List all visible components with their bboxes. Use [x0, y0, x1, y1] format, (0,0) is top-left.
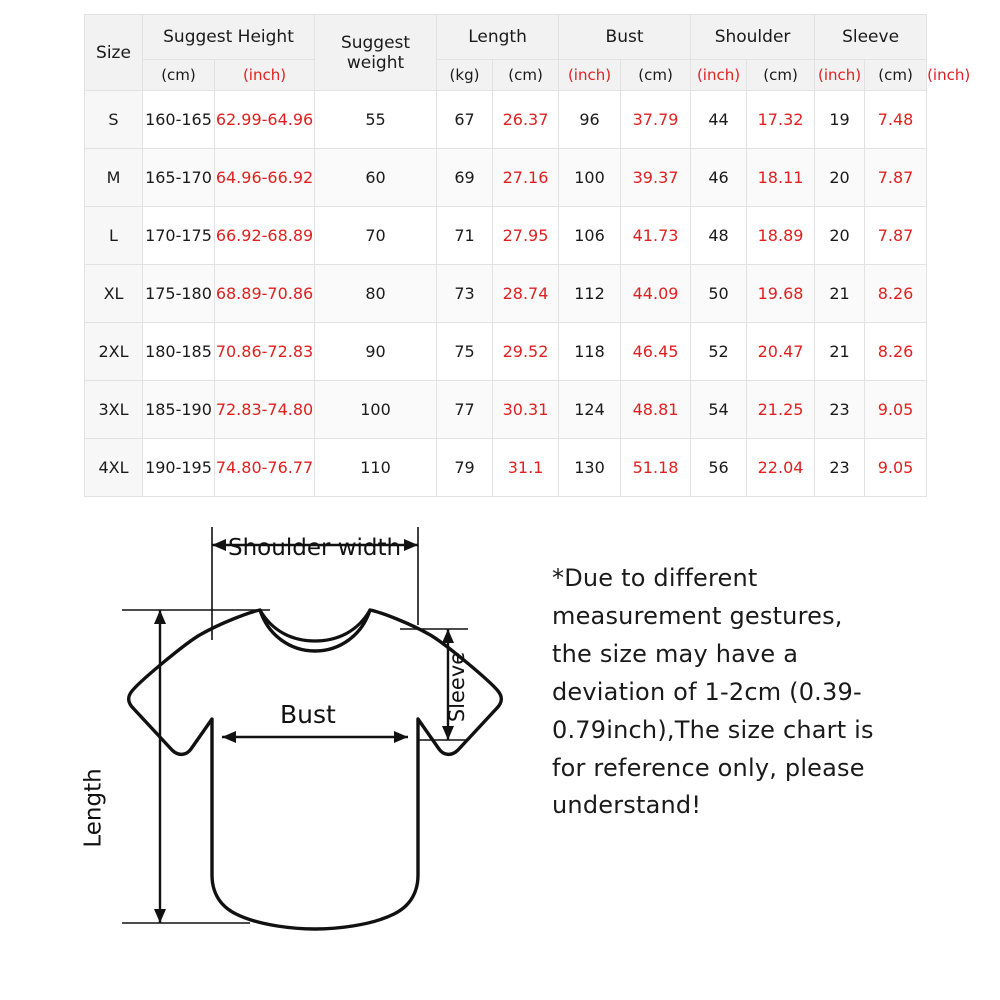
cell-bust-inch: 46.45 — [621, 323, 691, 381]
column-header-shoulder: Shoulder — [691, 15, 815, 60]
cell-sleeve-cm: 19 — [815, 91, 865, 149]
cell-length-inch: 29.52 — [493, 323, 559, 381]
cell-shoulder-inch: 20.47 — [747, 323, 815, 381]
cell-length-inch: 28.74 — [493, 265, 559, 323]
unit-height-cm: (cm) — [143, 60, 215, 91]
cell-shoulder-inch: 18.11 — [747, 149, 815, 207]
table-unit-row: (cm) (inch) (kg) (cm) (inch) (cm) (inch) (cm) (inch) (cm) (inch) — [85, 60, 927, 91]
cell-sleeve-cm: 21 — [815, 323, 865, 381]
column-header-length: Length — [437, 15, 559, 60]
sleeve-arrow-top — [442, 629, 454, 643]
table-row — [85, 207, 927, 265]
cell-sleeve-cm: 23 — [815, 439, 865, 497]
table-row — [85, 265, 927, 323]
unit-shoulder-inch: (inch) — [815, 60, 865, 91]
cell-weight-kg: 80 — [315, 265, 437, 323]
cell-length-inch: 30.31 — [493, 381, 559, 439]
cell-height-cm: 165-170 — [143, 149, 215, 207]
cell-length-inch: 26.37 — [493, 91, 559, 149]
cell-sleeve-cm: 21 — [815, 265, 865, 323]
unit-sleeve-cm: (cm) — [865, 60, 927, 91]
cell-shoulder-cm: 52 — [691, 323, 747, 381]
cell-weight-kg: 110 — [315, 439, 437, 497]
table-row — [85, 323, 927, 381]
cell-length-cm: 75 — [437, 323, 493, 381]
cell-bust-inch: 51.18 — [621, 439, 691, 497]
cell-size: 2XL — [85, 323, 143, 381]
cell-height-inch: 70.86-72.83 — [215, 323, 315, 381]
cell-shoulder-cm: 54 — [691, 381, 747, 439]
cell-bust-cm: 112 — [559, 265, 621, 323]
cell-shoulder-cm: 56 — [691, 439, 747, 497]
cell-length-cm: 79 — [437, 439, 493, 497]
cell-length-cm: 77 — [437, 381, 493, 439]
cell-bust-cm: 100 — [559, 149, 621, 207]
cell-shoulder-cm: 44 — [691, 91, 747, 149]
column-header-size: Size — [85, 15, 143, 91]
cell-size: 3XL — [85, 381, 143, 439]
column-header-suggest-weight: Suggest weight — [315, 15, 437, 91]
measurement-disclaimer — [552, 560, 882, 825]
cell-shoulder-inch: 18.89 — [747, 207, 815, 265]
unit-length-inch: (inch) — [559, 60, 621, 91]
cell-sleeve-inch: 7.48 — [865, 91, 927, 149]
cell-sleeve-inch: 9.05 — [865, 439, 927, 497]
cell-weight-kg: 100 — [315, 381, 437, 439]
cell-sleeve-cm: 20 — [815, 207, 865, 265]
cell-length-cm: 69 — [437, 149, 493, 207]
cell-bust-inch: 44.09 — [621, 265, 691, 323]
shoulder-arrow-left — [212, 539, 226, 551]
cell-weight-kg: 70 — [315, 207, 437, 265]
cell-bust-cm: 106 — [559, 207, 621, 265]
unit-length-cm: (cm) — [493, 60, 559, 91]
cell-size: S — [85, 91, 143, 149]
cell-shoulder-cm: 48 — [691, 207, 747, 265]
cell-length-inch: 27.95 — [493, 207, 559, 265]
cell-height-cm: 160-165 — [143, 91, 215, 149]
table-header-row — [85, 15, 927, 60]
unit-shoulder-cm: (cm) — [747, 60, 815, 91]
cell-height-cm: 175-180 — [143, 265, 215, 323]
cell-sleeve-inch: 7.87 — [865, 149, 927, 207]
size-chart-table — [84, 14, 971, 497]
cell-sleeve-inch: 9.05 — [865, 381, 927, 439]
cell-length-inch: 31.1 — [493, 439, 559, 497]
cell-sleeve-inch: 8.26 — [865, 265, 927, 323]
cell-shoulder-cm: 50 — [691, 265, 747, 323]
cell-weight-kg: 90 — [315, 323, 437, 381]
cell-height-cm: 185-190 — [143, 381, 215, 439]
cell-bust-cm: 124 — [559, 381, 621, 439]
label-sleeve: Sleeve — [445, 651, 470, 723]
cell-height-cm: 180-185 — [143, 323, 215, 381]
cell-size: 4XL — [85, 439, 143, 497]
cell-height-inch: 64.96-66.92 — [215, 149, 315, 207]
cell-bust-cm: 118 — [559, 323, 621, 381]
cell-sleeve-inch: 7.87 — [865, 207, 927, 265]
cell-shoulder-cm: 46 — [691, 149, 747, 207]
unit-weight-kg: (kg) — [437, 60, 493, 91]
length-arrow-bottom — [154, 909, 166, 923]
cell-weight-kg: 55 — [315, 91, 437, 149]
cell-length-cm: 67 — [437, 91, 493, 149]
disclaimer-text: *Due to different measurement gestures, the size may have a deviation of 1-2cm (0.39-0.79inch),The size chart is for reference only, please understand! — [552, 564, 874, 820]
label-bust: Bust — [280, 700, 336, 729]
cell-height-inch: 72.83-74.80 — [215, 381, 315, 439]
table-row — [85, 149, 927, 207]
cell-sleeve-cm: 23 — [815, 381, 865, 439]
cell-weight-kg: 60 — [315, 149, 437, 207]
unit-bust-inch: (inch) — [691, 60, 747, 91]
table-row — [85, 91, 927, 149]
cell-shoulder-inch: 22.04 — [747, 439, 815, 497]
cell-height-cm: 190-195 — [143, 439, 215, 497]
cell-shoulder-inch: 19.68 — [747, 265, 815, 323]
cell-bust-inch: 41.73 — [621, 207, 691, 265]
column-header-bust: Bust — [559, 15, 691, 60]
cell-size: L — [85, 207, 143, 265]
label-length: Length — [80, 768, 107, 848]
cell-height-inch: 66.92-68.89 — [215, 207, 315, 265]
shoulder-arrow-right — [404, 539, 418, 551]
cell-bust-cm: 130 — [559, 439, 621, 497]
label-shoulder-width: Shoulder width — [228, 535, 402, 561]
cell-bust-cm: 96 — [559, 91, 621, 149]
cell-height-inch: 68.89-70.86 — [215, 265, 315, 323]
column-header-sleeve: Sleeve — [815, 15, 927, 60]
table-row — [85, 381, 927, 439]
cell-height-inch: 62.99-64.96 — [215, 91, 315, 149]
cell-sleeve-inch: 8.26 — [865, 323, 927, 381]
unit-height-inch: (inch) — [215, 60, 315, 91]
unit-bust-cm: (cm) — [621, 60, 691, 91]
column-header-suggest-height: Suggest Height — [143, 15, 315, 60]
cell-length-cm: 73 — [437, 265, 493, 323]
cell-length-cm: 71 — [437, 207, 493, 265]
table-row — [85, 439, 927, 497]
cell-length-inch: 27.16 — [493, 149, 559, 207]
cell-size: M — [85, 149, 143, 207]
cell-height-cm: 170-175 — [143, 207, 215, 265]
cell-size: XL — [85, 265, 143, 323]
cell-bust-inch: 39.37 — [621, 149, 691, 207]
length-arrow-top — [154, 610, 166, 624]
cell-shoulder-inch: 17.32 — [747, 91, 815, 149]
cell-sleeve-cm: 20 — [815, 149, 865, 207]
cell-shoulder-inch: 21.25 — [747, 381, 815, 439]
cell-height-inch: 74.80-76.77 — [215, 439, 315, 497]
cell-bust-inch: 37.79 — [621, 91, 691, 149]
tshirt-measurement-diagram — [80, 505, 520, 945]
size-chart-table-container — [84, 14, 971, 497]
cell-bust-inch: 48.81 — [621, 381, 691, 439]
